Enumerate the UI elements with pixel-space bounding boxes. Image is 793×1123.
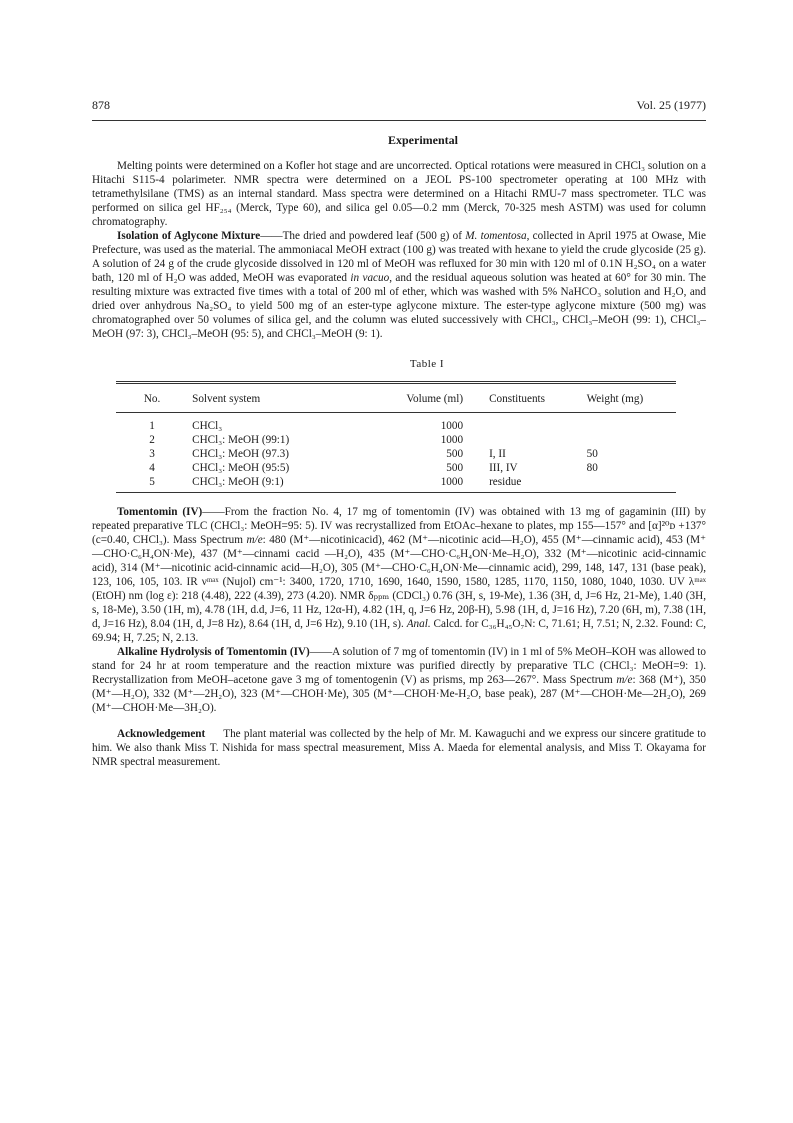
section-title: Experimental [388, 133, 458, 147]
heading-dash: —— [309, 646, 333, 658]
column-header: Weight (mg) [583, 387, 676, 413]
table-cell: CHCl₃: MeOH (95:5) [192, 462, 290, 474]
fraction-table [116, 381, 676, 493]
table-cell: residue [485, 475, 583, 493]
table-cell: 5 [116, 475, 188, 493]
page-number: 878 [92, 98, 110, 112]
paragraph-text: , collected in April 1975 at Owase, Mie Prefecture, was used as the material. The ammoniacal MeOH extract (100 g) was treated with hexane to yield the crude glycoside (25 g). A solution of 24 g of the crude glycoside dissolved in 120 ml of MeOH was refluxed for 30 min with 120 ml of 0.1N H₂SO₄ on a water bath, 120 ml of H₂O was added, MeOH was evaporated [92, 230, 706, 284]
table-cell: 2 [149, 434, 155, 446]
table-cell [485, 413, 583, 434]
paragraph-heading: Isolation of Aglycone Mixture [117, 230, 261, 242]
acknowledgement-text: The plant material was collected by the help of Mr. M. Kawaguchi and we express our sincere gratitude to him. We also thank Miss T. Nishida for mass spectral measurement, Miss A. Maeda for elemental analysis, and Miss T. Okayama for NMR spectral measurement. [92, 728, 706, 768]
article-body [92, 133, 706, 769]
italic-term: Anal. [406, 618, 431, 630]
table-row [116, 447, 676, 461]
table-row [116, 475, 676, 493]
table-cell: CHCl₃: MeOH (99:1) [192, 434, 290, 446]
paragraph-methods: Melting points were determined on a Kofler hot stage and are uncorrected. Optical rotations were measured in CHCl₃ solution on a Hitachi S115-4 polarimeter. NMR spectra were determined on a JEOL PS-100 spectrometer operating at 100 MHz with tetramethylsilane (TMS) as an internal standard. Mass spectra were determined on a Hitachi RMU-7 mass spectrometer. TLC was performed on silica gel HF₂₅₄ (Merck, Type 60), and silica gel 0.05—0.2 mm (Merck, 70-325 mesh ASTM) was used for column chromatography. [92, 160, 706, 228]
paragraph-acknowledgement [92, 727, 706, 769]
italic-term: m/e [246, 534, 263, 546]
table-cell: 4 [149, 462, 155, 474]
heading-dash: —— [260, 230, 283, 242]
acknowledgement-heading: Acknowledgement [117, 728, 206, 740]
table-row [116, 413, 676, 434]
heading-dash: —— [202, 506, 225, 518]
column-header: Volume (ml) [366, 387, 485, 413]
paragraph-text: : 368 (M⁺), 350 (M⁺—H₂O), 332 (M⁺—2H₂O), 323 (M⁺—CHOH·Me), 305 (M⁺—CHOH·Me-H₂O, base peak), 287 (M⁺—CHOH·Me—2H₂O), 269 (M⁺—CHOH·Me—3H₂O). [92, 674, 706, 714]
table-cell: 500 [446, 462, 464, 474]
italic-term: m/e [616, 674, 633, 686]
paragraph-heading: Alkaline Hydrolysis of Tomentomin (IV) [117, 646, 310, 658]
page-header [92, 98, 706, 114]
paragraph-text: Calcd. for C₃₆H₄₅O₇N: C, 71.61; H, 7.51; N, 2.32. Found: C, 69.94; H, 7.25; N, 2.13. [92, 618, 706, 644]
column-header: Solvent system [188, 387, 366, 413]
table-cell: 500 [446, 448, 464, 460]
table-caption: Table I [409, 358, 445, 370]
table-cell [583, 475, 676, 493]
journal-reference: Vol. 25 (1977) [636, 98, 706, 112]
table-cell: I, II [489, 448, 506, 460]
paragraph-text: A solution of 7 mg of tomentomin (IV) in 1 ml of 5% MeOH–KOH was allowed to stand for 24 hr at room temperature and the reaction mixture was purified directly by preparative TLC (CHCl₃: MeOH=9: 1). Recrystallization from MeOH–acetone gave 3 mg of tomentogenin (V) as prisms, mp 263—267°. Mass Spectrum [92, 646, 706, 686]
table-cell: CHCl₃ [192, 420, 223, 432]
table-cell: CHCl₃: MeOH (9:1) [188, 475, 366, 493]
table-header-row [116, 387, 676, 413]
table-row [116, 461, 676, 475]
table-cell: 1000 [440, 434, 464, 446]
table-cell [583, 413, 676, 434]
table-cell: 1000 [366, 475, 485, 493]
table-cell: CHCl₃: MeOH (97.3) [192, 448, 289, 460]
header-rule [92, 120, 706, 121]
table-cell: III, IV [489, 462, 518, 474]
paragraph-text: : 480 (M⁺—nicotinicacid), 462 (M⁺—nicotinic acid—H₂O), 455 (M⁺—cinnamic acid), 453 (M⁺—CHO·C₆H₄ON·Me), 437 (M⁺—cinnami cacid —H₂O), 435 (M⁺—CHO·C₆H₄ON·Me–H₂O), 332 (M⁺—nicotinic acid-cinnamic acid), 314 (M⁺—nicotinic acid-cinnamic acid—H₂O), 305 (M⁺—CHO·C₆H₄ON·Me—cinnamic acid), 299, 148, 147, 131 (base peak), 123, 106, 105, 103. IR νᵐᵃˣ (Nujol) cm⁻¹: 3400, 1720, 1710, 1690, 1640, 1590, 1580, 1285, 1170, 1150, 1080, 1040, 1030. UV λᵐᵃˣ (EtOH) nm (log ε): 218 (4.48), 222 (4.39), 273 (4.20). NMR δₚₚₘ (CDCl₃) 0.76 (3H, s, 19-Me), 1.36 (3H, d, J=6 Hz, 21-Me), 1.40 (3H, s, 18-Me), 3.50 (1H, m), 4.78 (1H, d.d, J=6, 11 Hz, 12α-H), 4.82 (1H, q, J=6 Hz, 20β-H), 5.98 (1H, d, J=16 Hz), 7.20 (6H, m), 7.38 (1H, d, J=16 Hz), 8.04 (1H, d, J=8 Hz), 8.64 (1H, d, J=6 Hz), 9.10 (1H, s). [92, 534, 706, 630]
column-header: Constituents [485, 387, 583, 413]
table-cell: 1 [149, 420, 155, 432]
table-cell [583, 433, 676, 447]
table-cell: 50 [586, 448, 598, 460]
column-header: No. [116, 387, 188, 413]
table-cell: 3 [149, 448, 155, 460]
table-cell: 80 [586, 462, 598, 474]
table-cell: 1000 [440, 420, 464, 432]
paragraph-hydrolysis [92, 645, 706, 715]
paragraph-text: From the fraction No. 4, 17 mg of tomentomin (IV) was obtained with 13 mg of gagaminin (III) by repeated preparative TLC (CHCl₃: MeOH=95: 5). IV was recrystallized from EtOAc–hexane to plates, mp 155—157° and [α]²⁰ᴅ +137° (c=0.40, CHCl₃). Mass Spectrum [92, 506, 706, 546]
paragraph-isolation [92, 229, 706, 341]
table-row [116, 433, 676, 447]
species-name: M. tomentosa [465, 230, 527, 242]
paragraph-text: The dried and powdered leaf (500 g) of [282, 230, 466, 242]
paragraph-tomentomin [92, 505, 706, 645]
paragraph-text: , and the residual aqueous solution was heated at 60° for 30 min. The resulting mixture was extracted five times with a total of 200 ml of ether, which was washed with 5% NaHCO₃ solution and H₂O, and dried over anhydrous Na₂SO₄ to yield 500 mg of an ester-type aglycone mixture. The ester-type aglycone mixture (500 mg) was chromatographed over 50 volumes of silica gel, and the column was eluted successively with CHCl₃, CHCl₃–MeOH (99: 1), CHCl₃–MeOH (97: 3), CHCl₃–MeOH (95: 5), and CHCl₃–MeOH (9: 1). [92, 272, 706, 340]
paragraph-heading: Tomentomin (IV) [117, 506, 203, 518]
latin-term: in vacuo [350, 272, 390, 284]
table-cell [485, 433, 583, 447]
